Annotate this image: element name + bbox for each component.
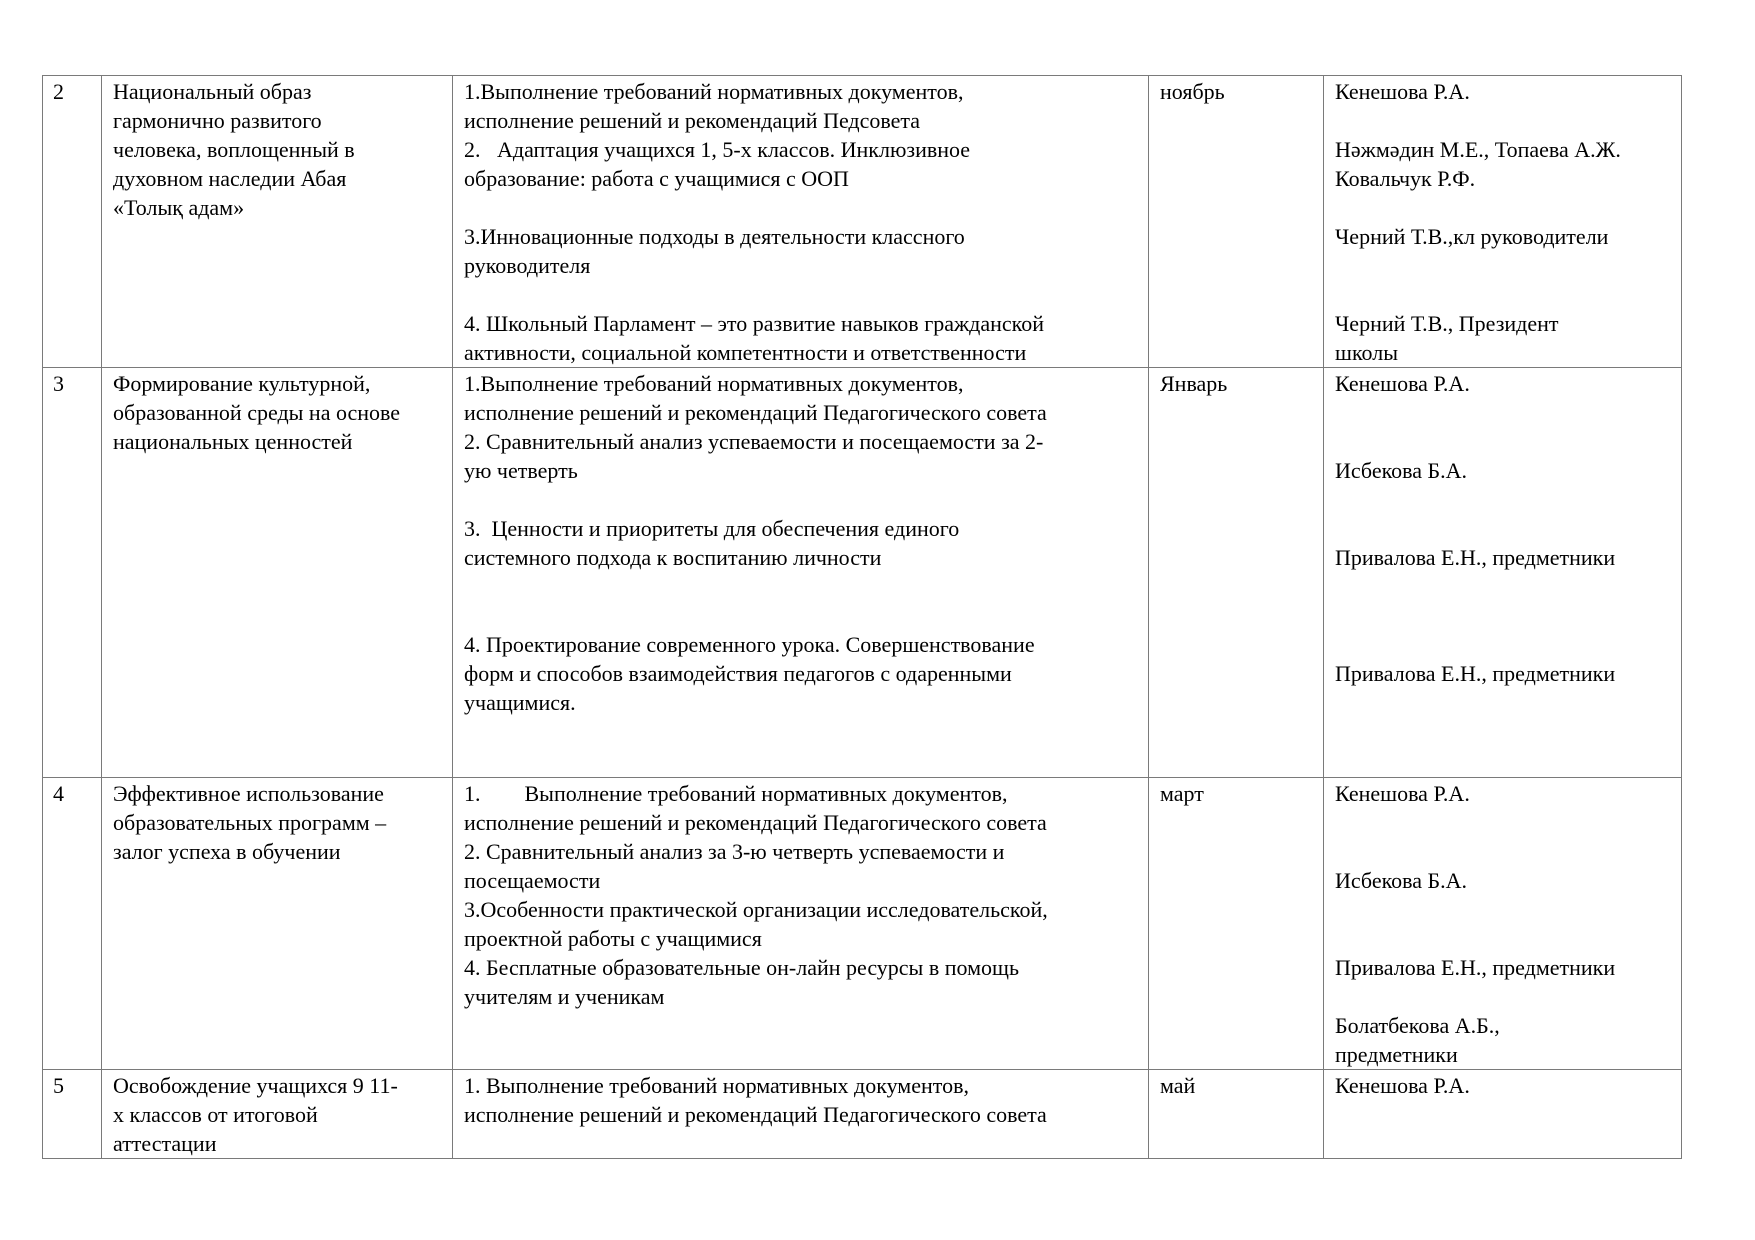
table-row: [43, 368, 1682, 778]
month-cell: [1149, 76, 1324, 368]
agenda-cell: [453, 1070, 1149, 1159]
agenda-text-line: исполнение решений и рекомендаций Педагогического совета: [464, 1102, 1047, 1127]
responsible-cell: [1324, 76, 1682, 368]
theme-text-line: «Толық адам»: [113, 195, 245, 220]
responsible-text-line: Черний Т.В., Президент: [1335, 311, 1559, 336]
responsible-text-line: [1335, 280, 1671, 309]
responsible-text-line: Ковальчук Р.Ф.: [1335, 166, 1476, 191]
responsible-text-line: Нәжмәдин М.Е., Топаева А.Ж.: [1335, 137, 1621, 162]
row-number: 2: [53, 79, 64, 104]
responsible-text-line: [1335, 398, 1671, 427]
responsible-text-line: Привалова Е.Н., предметники: [1335, 955, 1616, 980]
responsible-text-line: Исбекова Б.А.: [1335, 458, 1468, 483]
theme-cell: [102, 76, 453, 368]
table-row: [43, 76, 1682, 368]
agenda-text-line: [464, 601, 1138, 630]
responsible-text-line: [1335, 251, 1671, 280]
agenda-text-line: посещаемости: [464, 868, 601, 893]
row-number: 5: [53, 1073, 64, 1098]
agenda-cell: [453, 778, 1149, 1070]
responsible-text-line: [1335, 193, 1671, 222]
agenda-text-line: исполнение решений и рекомендаций Педагогического совета: [464, 810, 1047, 835]
responsible-text-line: [1335, 514, 1671, 543]
responsible-text-line: Привалова Е.Н., предметники: [1335, 545, 1616, 570]
responsible-text-line: [1335, 895, 1671, 924]
responsible-text-line: Болатбекова А.Б.,: [1335, 1013, 1500, 1038]
agenda-text-line: исполнение решений и рекомендаций Педагогического совета: [464, 400, 1047, 425]
theme-text-line: Формирование культурной,: [113, 371, 371, 396]
agenda-text-line: 4. Проектирование современного урока. Совершенствование: [464, 632, 1035, 657]
row-number: 4: [53, 781, 64, 806]
agenda-text-line: системного подхода к воспитанию личности: [464, 545, 882, 570]
agenda-text-line: учителям и ученикам: [464, 984, 665, 1009]
responsible-text-line: [1335, 485, 1671, 514]
theme-text-line: национальных ценностей: [113, 429, 353, 454]
responsible-text-line: школы: [1335, 340, 1398, 365]
agenda-text-line: [464, 193, 1138, 222]
agenda-text-line: 3. Ценности и приоритеты для обеспечения единого: [464, 516, 960, 541]
theme-text-line: духовном наследии Абая: [113, 166, 347, 191]
row-number-cell: [43, 76, 102, 368]
responsible-text-line: Кенешова Р.А.: [1335, 79, 1470, 104]
responsible-text-line: Кенешова Р.А.: [1335, 781, 1470, 806]
month-cell: [1149, 778, 1324, 1070]
agenda-text-line: образование: работа с учащимися с ООП: [464, 166, 849, 191]
theme-text-line: Освобождение учащихся 9 11-: [113, 1073, 398, 1098]
responsible-cell: [1324, 368, 1682, 778]
responsible-text-line: Исбекова Б.А.: [1335, 868, 1468, 893]
month-text: март: [1160, 781, 1204, 806]
pedagogical-council-plan-table: [42, 75, 1682, 1159]
responsible-text-line: [1335, 601, 1671, 630]
agenda-cell: [453, 76, 1149, 368]
theme-cell: [102, 368, 453, 778]
agenda-text-line: 4. Школьный Парламент – это развитие навыков гражданской: [464, 311, 1045, 336]
agenda-text-line: 1.Выполнение требований нормативных документов,: [464, 79, 964, 104]
responsible-text-line: Черний Т.В.,кл руководители: [1335, 224, 1609, 249]
row-number: 3: [53, 371, 64, 396]
month-text: май: [1160, 1073, 1196, 1098]
theme-text-line: залог успеха в обучении: [113, 839, 341, 864]
agenda-text-line: проектной работы с учащимися: [464, 926, 762, 951]
theme-text-line: образованной среды на основе: [113, 400, 401, 425]
responsible-text-line: [1335, 630, 1671, 659]
agenda-text-line: руководителя: [464, 253, 591, 278]
agenda-text-line: 1. Выполнение требований нормативных документов,: [464, 781, 1008, 806]
agenda-text-line: учащимися.: [464, 690, 576, 715]
responsible-text-line: предметники: [1335, 1042, 1458, 1067]
agenda-text-line: активности, социальной компетентности и ответственности: [464, 340, 1027, 365]
theme-text-line: х классов от итоговой: [113, 1102, 318, 1127]
responsible-cell: [1324, 1070, 1682, 1159]
month-text: Январь: [1160, 371, 1228, 396]
theme-text-line: Национальный образ: [113, 79, 312, 104]
theme-text-line: аттестации: [113, 1131, 217, 1156]
agenda-text-line: 3.Особенности практической организации исследовательской,: [464, 897, 1048, 922]
agenda-text-line: 2. Адаптация учащихся 1, 5-х классов. Инклюзивное: [464, 137, 971, 162]
agenda-text-line: 3.Инновационные подходы в деятельности классного: [464, 224, 965, 249]
theme-text-line: Эффективное использование: [113, 781, 384, 806]
responsible-cell: [1324, 778, 1682, 1070]
theme-cell: [102, 778, 453, 1070]
table-row: [43, 778, 1682, 1070]
responsible-text-line: Привалова Е.Н., предметники: [1335, 661, 1616, 686]
responsible-text-line: [1335, 572, 1671, 601]
theme-text-line: гармонично развитого: [113, 108, 322, 133]
month-cell: [1149, 368, 1324, 778]
row-number-cell: [43, 1070, 102, 1159]
row-number-cell: [43, 778, 102, 1070]
agenda-text-line: [464, 572, 1138, 601]
responsible-text-line: [1335, 808, 1671, 837]
agenda-text-line: [464, 280, 1138, 309]
responsible-text-line: [1335, 837, 1671, 866]
month-text: ноябрь: [1160, 79, 1225, 104]
agenda-text-line: ую четверть: [464, 458, 578, 483]
agenda-text-line: форм и способов взаимодействия педагогов с одаренными: [464, 661, 1012, 686]
agenda-text-line: исполнение решений и рекомендаций Педсовета: [464, 108, 921, 133]
table-row: [43, 1070, 1682, 1159]
theme-cell: [102, 1070, 453, 1159]
theme-text-line: образовательных программ –: [113, 810, 387, 835]
responsible-text-line: Кенешова Р.А.: [1335, 371, 1470, 396]
responsible-text-line: [1335, 924, 1671, 953]
agenda-text-line: 1.Выполнение требований нормативных документов,: [464, 371, 964, 396]
agenda-text-line: [464, 485, 1138, 514]
agenda-text-line: 2. Сравнительный анализ за 3-ю четверть успеваемости и: [464, 839, 1005, 864]
agenda-text-line: 2. Сравнительный анализ успеваемости и посещаемости за 2-: [464, 429, 1044, 454]
responsible-text-line: [1335, 427, 1671, 456]
agenda-text-line: 1. Выполнение требований нормативных документов,: [464, 1073, 969, 1098]
responsible-text-line: [1335, 982, 1671, 1011]
row-number-cell: [43, 368, 102, 778]
month-cell: [1149, 1070, 1324, 1159]
agenda-cell: [453, 368, 1149, 778]
responsible-text-line: Кенешова Р.А.: [1335, 1073, 1470, 1098]
theme-text-line: человека, воплощенный в: [113, 137, 355, 162]
agenda-text-line: 4. Бесплатные образовательные он-лайн ресурсы в помощь: [464, 955, 1019, 980]
responsible-text-line: [1335, 106, 1671, 135]
